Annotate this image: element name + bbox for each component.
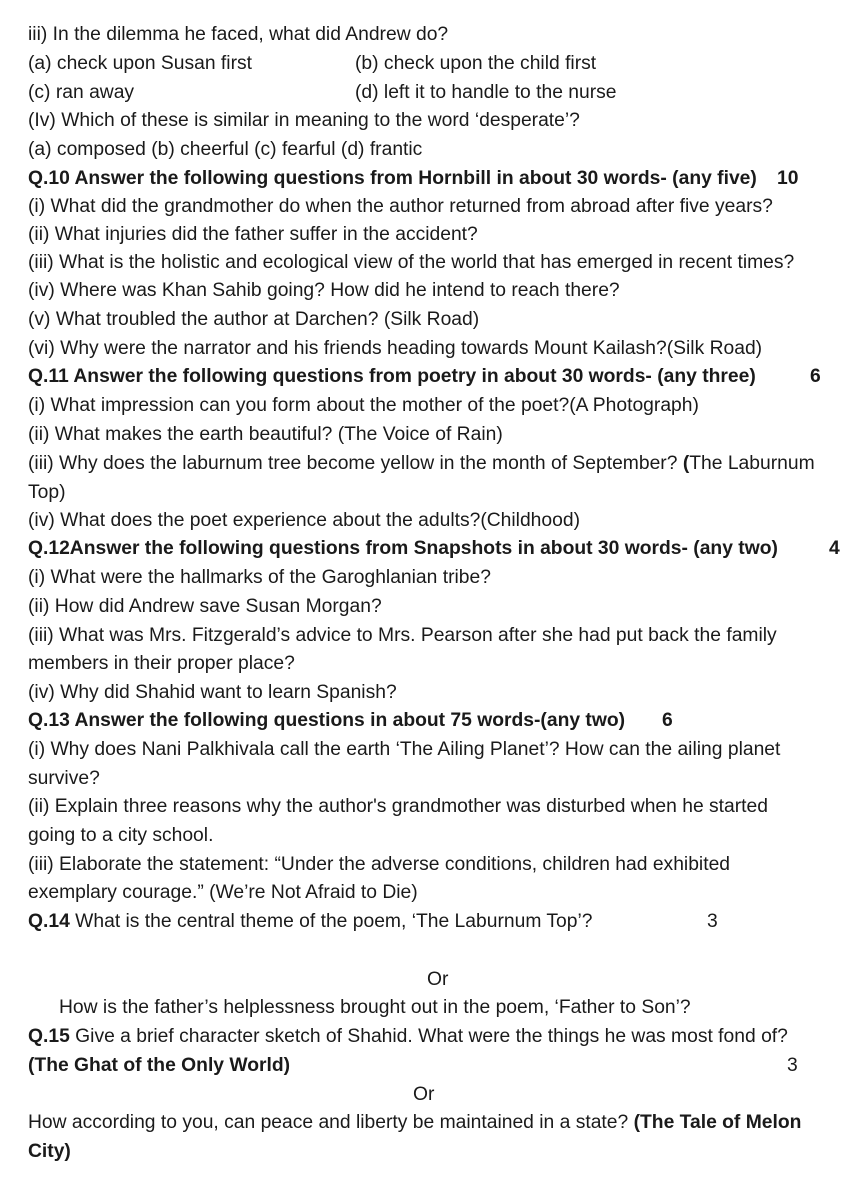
q11-item-iii (28, 452, 842, 476)
q10-item-ii: (ii) What injuries did the father suffer in the accident? (28, 224, 478, 245)
q9-iii-option-d: (d) left it to handle to the nurse (355, 82, 617, 103)
q15-number: Q.15 (28, 1026, 70, 1047)
q13-item-iii-line1: (iii) Elaborate the statement: “Under the adverse conditions, children had exhibited (28, 854, 731, 875)
q9-iii-option-a: (a) check upon Susan first (28, 53, 252, 74)
q12-item-iii-line2: members in their proper place? (28, 653, 295, 674)
q15-marks: 3 (787, 1055, 798, 1076)
q11-item-i: (i) What impression can you form about the mother of the poet?(A Photograph) (28, 395, 699, 416)
q11-item-iii-cont: Top) (28, 482, 66, 503)
q9-iii-option-c: (c) ran away (28, 82, 135, 103)
q12-header: Q.12Answer the following questions from Snapshots in about 30 words- (any two) (28, 538, 778, 559)
q12-item-iv: (iv) Why did Shahid want to learn Spanish? (28, 682, 397, 703)
q13-marks: 6 (662, 710, 673, 731)
q13-header: Q.13 Answer the following questions in about 75 words-(any two) (28, 710, 626, 731)
q11-item-iii-title: The Laburnum (689, 453, 815, 474)
q14-question (28, 910, 592, 934)
q15-question (28, 1025, 788, 1049)
q10-item-v: (v) What troubled the author at Darchen? (Silk Road) (28, 309, 480, 330)
q15-alternative-source: (The Tale of Melon (633, 1112, 802, 1133)
q10-item-iii: (iii) What is the holistic and ecological view of the world that has emerged in recent times? (28, 252, 795, 273)
q11-item-iii-paren: ( (682, 453, 690, 474)
q11-item-ii: (ii) What makes the earth beautiful? (The Voice of Rain) (28, 424, 503, 445)
q10-item-i: (i) What did the grandmother do when the author returned from abroad after five years? (28, 196, 773, 217)
q15-text: Give a brief character sketch of Shahid. What were the things he was most fond of? (69, 1026, 788, 1047)
q13-item-ii-line2: going to a city school. (28, 825, 214, 846)
q9-iii-question: iii) In the dilemma he faced, what did Andrew do? (28, 24, 449, 45)
q9-iv-question: (Iv) Which of these is similar in meaning to the word ‘desperate’? (28, 110, 580, 131)
q11-item-iii-text: (iii) Why does the laburnum tree become yellow in the month of September? (28, 453, 683, 474)
q10-item-vi: (vi) Why were the narrator and his friends heading towards Mount Kailash?(Silk Road) (28, 338, 763, 359)
q15-alternative-text: How according to you, can peace and liberty be maintained in a state? (28, 1112, 634, 1133)
q10-marks: 10 (777, 168, 799, 189)
q12-item-iii-line1: (iii) What was Mrs. Fitzgerald’s advice to Mrs. Pearson after she had put back the family (28, 625, 777, 646)
q10-item-iv: (iv) Where was Khan Sahib going? How did he intend to reach there? (28, 280, 620, 301)
q11-marks: 6 (810, 366, 821, 387)
q12-item-ii: (ii) How did Andrew save Susan Morgan? (28, 596, 382, 617)
q15-or: Or (413, 1084, 435, 1105)
q13-item-iii-line2: exemplary courage.” (We’re Not Afraid to Die) (28, 882, 418, 903)
q14-text: What is the central theme of the poem, ‘The Laburnum Top’? (69, 911, 593, 932)
q14-number: Q.14 (28, 911, 70, 932)
q12-item-i: (i) What were the hallmarks of the Garoghlanian tribe? (28, 567, 491, 588)
q9-iv-options: (a) composed (b) cheerful (c) fearful (d) frantic (28, 139, 423, 160)
q15-source: (The Ghat of the Only World) (28, 1055, 291, 1076)
q11-header: Q.11 Answer the following questions from poetry in about 30 words- (any three) (28, 366, 756, 387)
q13-item-i-line1: (i) Why does Nani Palkhivala call the earth ‘The Ailing Planet’? How can the ailing planet (28, 739, 781, 760)
q14-or: Or (427, 969, 449, 990)
q12-marks: 4 (829, 538, 840, 559)
q13-item-ii-line1: (ii) Explain three reasons why the author's grandmother was disturbed when he started (28, 796, 768, 817)
q15-alternative (28, 1111, 801, 1135)
q13-item-i-line2: survive? (28, 768, 100, 789)
q14-marks: 3 (707, 911, 718, 932)
q14-alternative: How is the father’s helplessness brought out in the poem, ‘Father to Son’? (59, 997, 691, 1018)
q11-item-iv: (iv) What does the poet experience about the adults?(Childhood) (28, 510, 580, 531)
q10-header: Q.10 Answer the following questions from Hornbill in about 30 words- (any five) (28, 168, 757, 189)
q9-iii-option-b: (b) check upon the child first (355, 53, 597, 74)
q15-alternative-source-cont: City) (28, 1141, 71, 1162)
